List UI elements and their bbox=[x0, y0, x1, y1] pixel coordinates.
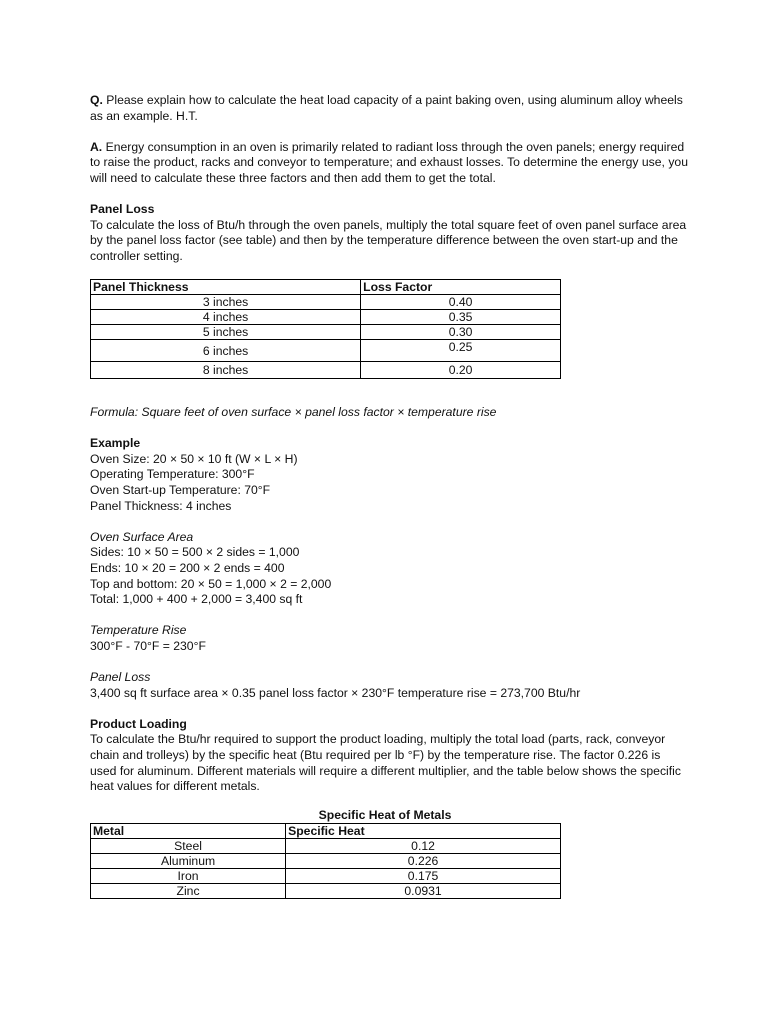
surface-line: Ends: 10 × 20 = 200 × 2 ends = 400 bbox=[90, 560, 285, 575]
panel-loss-subheading: Panel Loss bbox=[90, 670, 151, 685]
table-row bbox=[91, 869, 561, 884]
table-row bbox=[91, 325, 561, 340]
table-cell: 0.226 bbox=[286, 854, 561, 869]
example-line: Panel Thickness: 4 inches bbox=[90, 498, 232, 513]
table-header: Panel Thickness bbox=[91, 280, 361, 295]
table-cell: 0.175 bbox=[286, 869, 561, 884]
panel-loss-body: To calculate the loss of Btu/h through the oven panels, multiply the total square feet of oven panel surface area by the panel loss factor (see table) and then by the temperature difference between the oven start-up and the controller setting. bbox=[90, 217, 687, 263]
example-line: Operating Temperature: 300°F bbox=[90, 467, 255, 482]
answer-text: Energy consumption in an oven is primarily related to radiant loss through the oven panels; energy required to raise the product, racks and conveyor to temperature; and exhaust losses. To determine the energy use, you will need to calculate these three factors and then add them to get the total. bbox=[90, 139, 688, 185]
question-paragraph bbox=[90, 93, 690, 124]
table-cell: 3 inches bbox=[91, 295, 361, 310]
surface-line: Total: 1,000 + 400 + 2,000 = 3,400 sq ft bbox=[90, 592, 303, 607]
question-label: Q. bbox=[90, 93, 103, 107]
table-cell: Iron bbox=[91, 869, 286, 884]
answer-label: A. bbox=[90, 139, 103, 154]
table-row bbox=[91, 295, 561, 310]
document-body bbox=[90, 93, 690, 265]
table-row bbox=[91, 884, 561, 899]
answer-paragraph bbox=[90, 140, 690, 187]
table-cell: 0.25 bbox=[361, 340, 561, 362]
table-cell: 0.30 bbox=[361, 325, 561, 340]
table-cell: Steel bbox=[91, 839, 286, 854]
table-header: Metal bbox=[91, 824, 286, 839]
example-line: Oven Start-up Temperature: 70°F bbox=[90, 482, 271, 497]
table-header: Specific Heat bbox=[286, 824, 561, 839]
table-row bbox=[91, 310, 561, 325]
table-row bbox=[91, 340, 561, 362]
table-cell: 4 inches bbox=[91, 310, 361, 325]
table-cell: Zinc bbox=[91, 884, 286, 899]
product-loading-heading: Product Loading bbox=[90, 716, 187, 731]
specific-heat-table bbox=[90, 823, 561, 899]
table-cell: 8 inches bbox=[91, 362, 361, 379]
table-cell: 0.20 bbox=[361, 362, 561, 379]
table-row bbox=[91, 839, 561, 854]
panel-loss-result: 3,400 sq ft surface area × 0.35 panel loss factor × 230°F temperature rise = 273,700 Btu/hr bbox=[90, 685, 581, 700]
temperature-rise-line: 300°F - 70°F = 230°F bbox=[90, 638, 206, 653]
table-header: Loss Factor bbox=[361, 280, 561, 295]
table-cell: 0.40 bbox=[361, 295, 561, 310]
product-loading-body: To calculate the Btu/hr required to support the product loading, multiply the total load (parts, rack, conveyor chain and trolleys) by the specific heat (Btu required per lb °F) by the temperature rise. The factor 0.226 is used for aluminum. Different materials will require a different multiplier, and the table below shows the specific heat values for different metals. bbox=[90, 732, 681, 794]
table-cell: 0.0931 bbox=[286, 884, 561, 899]
table-row bbox=[91, 362, 561, 379]
table-header-row bbox=[91, 824, 561, 839]
table-cell: 0.12 bbox=[286, 839, 561, 854]
table-cell: Aluminum bbox=[91, 854, 286, 869]
example-heading: Example bbox=[90, 436, 141, 451]
surface-line: Sides: 10 × 50 = 500 × 2 sides = 1,000 bbox=[90, 545, 300, 560]
example-section bbox=[90, 405, 690, 795]
table-cell: 0.35 bbox=[361, 310, 561, 325]
panel-loss-heading: Panel Loss bbox=[90, 202, 155, 217]
specific-heat-caption: Specific Heat of Metals bbox=[318, 808, 452, 822]
surface-line: Top and bottom: 20 × 50 = 1,000 × 2 = 2,000 bbox=[90, 576, 332, 591]
surface-area-heading: Oven Surface Area bbox=[90, 529, 194, 544]
table-cell: 5 inches bbox=[91, 325, 361, 340]
formula-line: Formula: Square feet of oven surface × panel loss factor × temperature rise bbox=[90, 405, 497, 419]
table-row bbox=[91, 854, 561, 869]
table-cell: 6 inches bbox=[91, 340, 361, 362]
temperature-rise-heading: Temperature Rise bbox=[90, 623, 187, 638]
example-line: Oven Size: 20 × 50 × 10 ft (W × L × H) bbox=[90, 451, 298, 466]
table-header-row bbox=[91, 280, 561, 295]
panel-loss-table bbox=[90, 279, 561, 379]
question-text: Please explain how to calculate the heat load capacity of a paint baking oven, using aluminum alloy wheels as an example. H.T. bbox=[90, 93, 683, 123]
